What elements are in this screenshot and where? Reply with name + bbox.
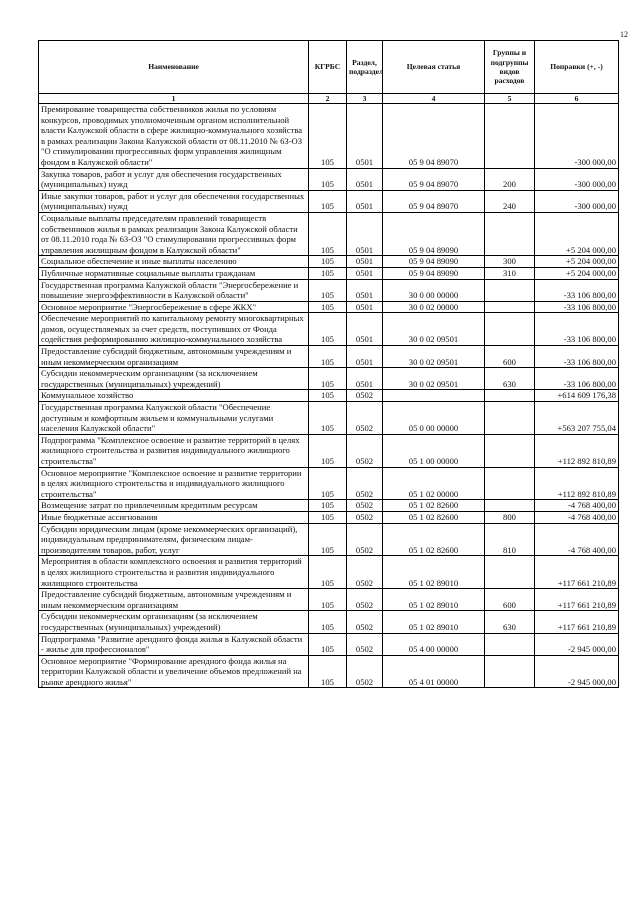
table-row	[39, 556, 619, 589]
row-target-article: 05 1 02 00000	[383, 467, 485, 500]
column-number: 6	[535, 94, 619, 104]
row-name: Публичные нормативные социальные выплаты гражданам	[39, 267, 309, 279]
row-amendment-amount: -33 106 800,00	[535, 368, 619, 390]
row-target-article: 05 1 02 82600	[383, 500, 485, 512]
row-expense-group: 600	[485, 346, 535, 368]
header-section: Раздел, подраздел	[347, 41, 383, 94]
row-kgrbs: 105	[309, 168, 347, 190]
row-expense-group	[485, 434, 535, 467]
column-number: 1	[39, 94, 309, 104]
table-row	[39, 434, 619, 467]
table-row	[39, 346, 619, 368]
row-kgrbs: 105	[309, 368, 347, 390]
row-section: 0502	[347, 402, 383, 435]
row-expense-group: 800	[485, 511, 535, 523]
row-amendment-amount: +5 204 000,00	[535, 256, 619, 268]
table-row	[39, 500, 619, 512]
row-target-article	[383, 390, 485, 402]
table-row	[39, 611, 619, 633]
row-expense-group	[485, 402, 535, 435]
table-row	[39, 523, 619, 556]
row-expense-group	[485, 390, 535, 402]
row-name: Коммунальное хозяйство	[39, 390, 309, 402]
row-kgrbs: 105	[309, 390, 347, 402]
row-target-article: 30 0 02 09501	[383, 346, 485, 368]
row-kgrbs: 105	[309, 279, 347, 301]
row-amendment-amount: -300 000,00	[535, 168, 619, 190]
row-amendment-amount: +112 892 810,89	[535, 467, 619, 500]
row-amendment-amount: -300 000,00	[535, 104, 619, 169]
row-expense-group	[485, 467, 535, 500]
table-row	[39, 589, 619, 611]
row-amendment-amount: -4 768 400,00	[535, 500, 619, 512]
row-amendment-amount: -33 106 800,00	[535, 313, 619, 346]
row-target-article: 05 1 02 89010	[383, 589, 485, 611]
row-kgrbs: 105	[309, 467, 347, 500]
row-kgrbs: 105	[309, 267, 347, 279]
row-kgrbs: 105	[309, 104, 347, 169]
row-target-article: 05 9 04 89070	[383, 168, 485, 190]
table-body	[39, 104, 619, 688]
column-number: 2	[309, 94, 347, 104]
row-expense-group: 600	[485, 589, 535, 611]
row-target-article: 05 1 02 82600	[383, 511, 485, 523]
row-kgrbs: 105	[309, 256, 347, 268]
row-name: Основное мероприятие "Энергосбережение в сфере ЖКХ"	[39, 301, 309, 313]
row-section: 0501	[347, 104, 383, 169]
row-expense-group: 310	[485, 267, 535, 279]
table-row	[39, 633, 619, 655]
row-expense-group: 630	[485, 368, 535, 390]
row-name: Субсидии некоммерческим организациям (за исключением государственных (муниципальных) учреждений)	[39, 611, 309, 633]
row-expense-group	[485, 655, 535, 688]
row-expense-group	[485, 313, 535, 346]
row-section: 0501	[347, 279, 383, 301]
row-target-article: 30 0 00 00000	[383, 279, 485, 301]
table-row	[39, 267, 619, 279]
header-kgrbs: КГРБС	[309, 41, 347, 94]
column-number: 3	[347, 94, 383, 104]
row-kgrbs: 105	[309, 212, 347, 255]
row-target-article: 05 4 01 00000	[383, 655, 485, 688]
row-name: Иные закупки товаров, работ и услуг для обеспечения государственных (муниципальных) нужд	[39, 190, 309, 212]
table-row	[39, 301, 619, 313]
row-amendment-amount: +563 207 755,04	[535, 402, 619, 435]
row-expense-group	[485, 500, 535, 512]
row-section: 0501	[347, 168, 383, 190]
row-section: 0502	[347, 611, 383, 633]
row-target-article: 30 0 02 09501	[383, 368, 485, 390]
row-name: Закупка товаров, работ и услуг для обеспечения государственных (муниципальных) нужд	[39, 168, 309, 190]
row-name: Государственная программа Калужской области "Энергосбережение и повышение энергоэффективности в Калужской области"	[39, 279, 309, 301]
row-amendment-amount: -4 768 400,00	[535, 511, 619, 523]
header-target: Целевая статья	[383, 41, 485, 94]
table-row	[39, 104, 619, 169]
row-section: 0501	[347, 313, 383, 346]
row-expense-group: 300	[485, 256, 535, 268]
row-section: 0501	[347, 267, 383, 279]
row-section: 0501	[347, 256, 383, 268]
row-kgrbs: 105	[309, 611, 347, 633]
column-number: 4	[383, 94, 485, 104]
table-row	[39, 256, 619, 268]
row-section: 0502	[347, 390, 383, 402]
row-amendment-amount: -4 768 400,00	[535, 523, 619, 556]
row-kgrbs: 105	[309, 589, 347, 611]
table-row	[39, 212, 619, 255]
row-name: Обеспечение мероприятий по капитальному ремонту многоквартирных домов, осуществляемых за счет средств, поступивших от Фонда содействия реформированию жилищно-коммунального хозяйства	[39, 313, 309, 346]
row-target-article: 05 0 00 00000	[383, 402, 485, 435]
row-expense-group	[485, 279, 535, 301]
row-section: 0501	[347, 301, 383, 313]
row-name: Мероприятия в области комплексного освоения и развития территорий в целях жилищного строительства и развития индивидуального жилищного строительства	[39, 556, 309, 589]
row-kgrbs: 105	[309, 434, 347, 467]
row-amendment-amount: +112 892 810,89	[535, 434, 619, 467]
row-target-article: 30 0 02 00000	[383, 301, 485, 313]
table-row	[39, 168, 619, 190]
row-name: Государственная программа Калужской области "Обеспечение доступным и комфортным жильем и коммунальными услугами населения Калужской области"	[39, 402, 309, 435]
row-amendment-amount: +5 204 000,00	[535, 212, 619, 255]
row-name: Иные бюджетные ассигнования	[39, 511, 309, 523]
table-row	[39, 368, 619, 390]
row-section: 0501	[347, 346, 383, 368]
table-row	[39, 402, 619, 435]
row-target-article: 05 9 04 89090	[383, 267, 485, 279]
row-target-article: 05 1 02 89010	[383, 556, 485, 589]
row-name: Основное мероприятие "Комплексное освоение и развитие территории в целях жилищного строительства и индивидуального жилищного строительства"	[39, 467, 309, 500]
row-target-article: 05 9 04 89070	[383, 190, 485, 212]
row-section: 0502	[347, 511, 383, 523]
row-target-article: 05 1 02 82600	[383, 523, 485, 556]
row-kgrbs: 105	[309, 500, 347, 512]
row-name: Социальное обеспечение и иные выплаты населению	[39, 256, 309, 268]
row-expense-group: 810	[485, 523, 535, 556]
row-section: 0502	[347, 523, 383, 556]
row-kgrbs: 105	[309, 655, 347, 688]
row-section: 0502	[347, 556, 383, 589]
header-name: Наименование	[39, 41, 309, 94]
row-expense-group	[485, 301, 535, 313]
row-amendment-amount: +5 204 000,00	[535, 267, 619, 279]
row-name: Подпрограмма "Комплексное освоение и развитие территорий в целях жилищного строительства и развития индивидуального жилищного строительства"	[39, 434, 309, 467]
row-expense-group	[485, 556, 535, 589]
row-kgrbs: 105	[309, 313, 347, 346]
header-amendments: Поправки (+, -)	[535, 41, 619, 94]
row-amendment-amount: -2 945 000,00	[535, 655, 619, 688]
row-target-article: 05 9 04 89070	[383, 104, 485, 169]
row-target-article: 05 9 04 89090	[383, 212, 485, 255]
table-row	[39, 655, 619, 688]
row-name: Социальные выплаты председателям правлений товариществ собственников жилья в рамках реализации Закона Калужской области от 08.11.2010 года № 63-ОЗ "О стимулировании прогрессивных форм управления жилищным фондом в Калужской области"	[39, 212, 309, 255]
row-kgrbs: 105	[309, 402, 347, 435]
table-row	[39, 279, 619, 301]
row-amendment-amount: +117 661 210,89	[535, 589, 619, 611]
row-target-article: 05 4 00 00000	[383, 633, 485, 655]
row-section: 0502	[347, 434, 383, 467]
row-kgrbs: 105	[309, 523, 347, 556]
page-number: 12	[620, 30, 628, 39]
row-name: Основное мероприятие "Формирование арендного фонда жилья на территории Калужской области и увеличение объемов предложений на рынке арендного жилья"	[39, 655, 309, 688]
row-amendment-amount: +117 661 210,89	[535, 611, 619, 633]
row-amendment-amount: +614 609 176,38	[535, 390, 619, 402]
row-target-article: 30 0 02 09501	[383, 313, 485, 346]
row-expense-group: 630	[485, 611, 535, 633]
table-row	[39, 511, 619, 523]
row-target-article: 05 1 02 89010	[383, 611, 485, 633]
row-kgrbs: 105	[309, 633, 347, 655]
table-row	[39, 190, 619, 212]
row-expense-group: 200	[485, 168, 535, 190]
row-target-article: 05 1 00 00000	[383, 434, 485, 467]
row-expense-group	[485, 104, 535, 169]
row-section: 0501	[347, 368, 383, 390]
row-section: 0502	[347, 655, 383, 688]
row-expense-group	[485, 633, 535, 655]
row-kgrbs: 105	[309, 301, 347, 313]
row-name: Возмещение затрат по привлеченным кредитным ресурсам	[39, 500, 309, 512]
row-name: Субсидии некоммерческим организациям (за исключением государственных (муниципальных) учреждений)	[39, 368, 309, 390]
header-groups: Группы и подгруппы видов расходов	[485, 41, 535, 94]
row-kgrbs: 105	[309, 346, 347, 368]
row-kgrbs: 105	[309, 511, 347, 523]
row-expense-group	[485, 212, 535, 255]
row-amendment-amount: -2 945 000,00	[535, 633, 619, 655]
table-row	[39, 390, 619, 402]
row-expense-group: 240	[485, 190, 535, 212]
row-target-article: 05 9 04 89090	[383, 256, 485, 268]
row-name: Субсидии юридическим лицам (кроме некоммерческих организаций), индивидуальным предпринимателям, физическим лицам-производителям товаров, работ, услуг	[39, 523, 309, 556]
table-header-row	[39, 41, 619, 94]
row-section: 0502	[347, 467, 383, 500]
budget-amendments-table	[38, 40, 619, 688]
row-name: Подпрограмма "Развитие арендного фонда жилья в Калужской области - жилье для профессионалов"	[39, 633, 309, 655]
row-amendment-amount: -300 000,00	[535, 190, 619, 212]
table-row	[39, 467, 619, 500]
row-name: Предоставление субсидий бюджетным, автономным учреждениям и иным некоммерческим организациям	[39, 346, 309, 368]
column-numbers-row	[39, 94, 619, 104]
row-section: 0502	[347, 633, 383, 655]
table-row	[39, 313, 619, 346]
row-kgrbs: 105	[309, 556, 347, 589]
row-section: 0501	[347, 190, 383, 212]
row-amendment-amount: -33 106 800,00	[535, 279, 619, 301]
row-name: Премирование товарищества собственников жилья по условиям конкурсов, проводимых уполномоченным органом исполнительной власти Калужской области в сфере жилищно-коммунального хозяйства в рамках реализации Закона Калужской области от 08.11.2010 № 63-ОЗ "О стимулировании прогрессивных форм управления жилищным фондом в Калужской области"	[39, 104, 309, 169]
row-section: 0501	[347, 212, 383, 255]
row-name: Предоставление субсидий бюджетным, автономным учреждениям и иным некоммерческим организациям	[39, 589, 309, 611]
row-section: 0502	[347, 500, 383, 512]
row-amendment-amount: +117 661 210,89	[535, 556, 619, 589]
row-amendment-amount: -33 106 800,00	[535, 301, 619, 313]
row-kgrbs: 105	[309, 190, 347, 212]
row-section: 0502	[347, 589, 383, 611]
column-number: 5	[485, 94, 535, 104]
row-amendment-amount: -33 106 800,00	[535, 346, 619, 368]
